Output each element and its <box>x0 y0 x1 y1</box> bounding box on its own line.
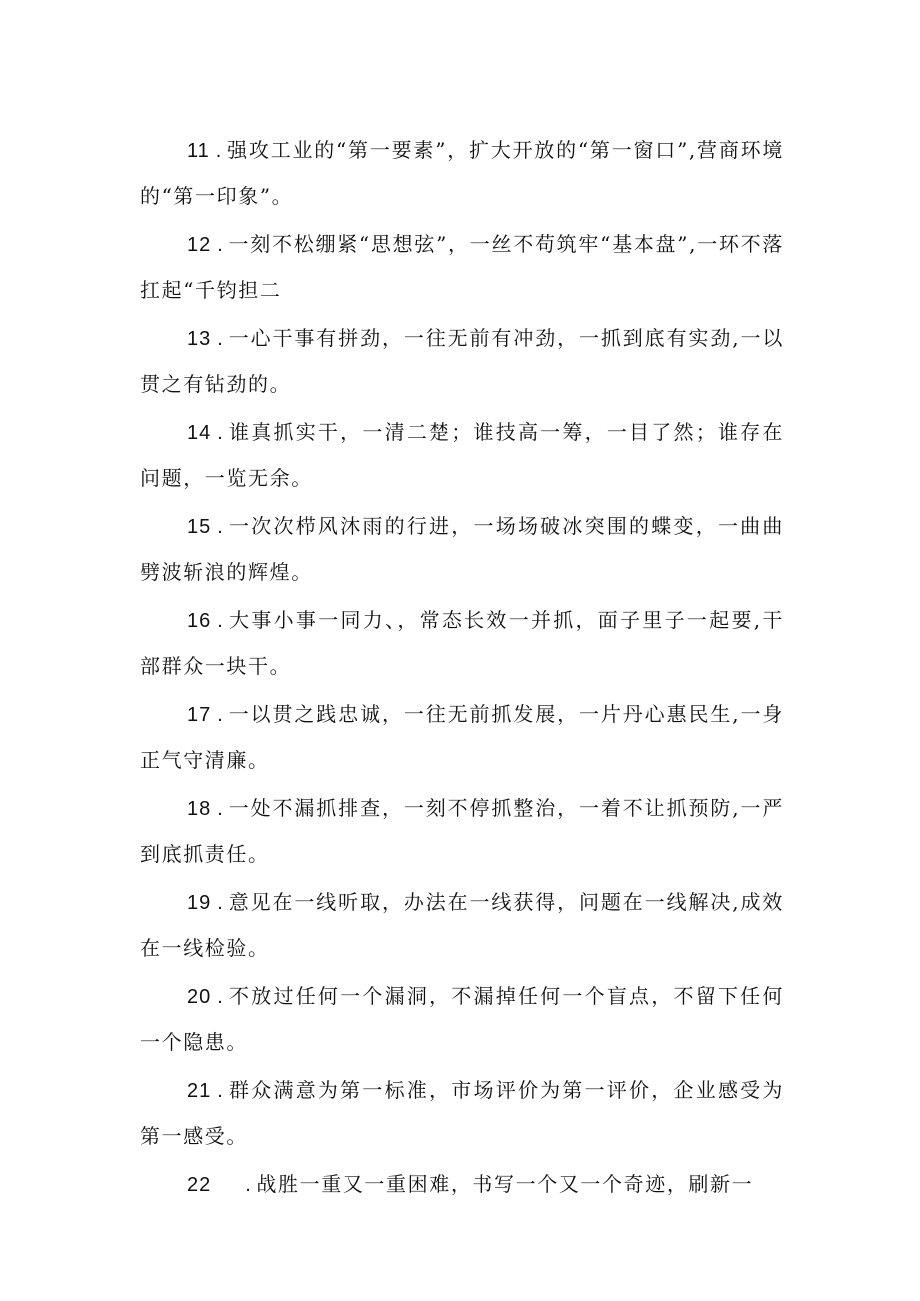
item-separator: . <box>217 704 225 726</box>
item-number: 21 <box>187 1080 212 1102</box>
item-number: 13 <box>187 328 212 350</box>
list-item <box>140 786 784 876</box>
item-separator: . <box>217 422 225 444</box>
item-separator: . <box>217 892 225 914</box>
list-item <box>140 504 784 594</box>
item-separator: . <box>217 1080 225 1102</box>
item-text: 战胜一重又一重困难，书写一个又一个奇迹，刷新一 <box>256 1172 754 1196</box>
item-text: 不放过任何一个漏洞，不漏掉任何一个盲点，不留下任何一个隐患。 <box>140 984 784 1054</box>
item-number: 15 <box>187 516 212 538</box>
item-separator: . <box>215 140 223 162</box>
item-text: 一次次栉风沐雨的行进，一场场破冰突围的蝶变，一曲曲劈波斩浪的辉煌。 <box>140 514 784 584</box>
item-text: 一处不漏抓排查，一刻不停抓整治，一着不让抓预防,一严到底抓责任。 <box>140 796 784 866</box>
item-separator: . <box>217 798 225 820</box>
item-text: 一心干事有拼劲，一往无前有冲劲，一抓到底有实劲,一以贯之有钻劲的。 <box>140 326 784 396</box>
item-text: 大事小事一同力、，常态长效一并抓，面子里子一起要,干部群众一块干。 <box>140 608 784 678</box>
item-number: 20 <box>187 986 212 1008</box>
document-body <box>140 128 784 1212</box>
list-item <box>140 598 784 688</box>
list-item <box>140 316 784 406</box>
item-separator: . <box>217 610 225 632</box>
item-text: 一以贯之践忠诚，一往无前抓发展，一片丹心惠民生,一身正气守清廉。 <box>140 702 784 772</box>
item-text: 谁真抓实干，一清二楚；谁技高一筹，一目了然；谁存在问题，一览无余。 <box>140 420 784 490</box>
item-separator: . <box>217 328 225 350</box>
item-text: 群众满意为第一标准，市场评价为第一评价，企业感受为第一感受。 <box>140 1078 784 1148</box>
item-number: 18 <box>187 798 212 820</box>
item-number: 19 <box>187 892 212 914</box>
item-number: 16 <box>187 610 212 632</box>
item-separator: . <box>245 1174 253 1196</box>
item-separator: . <box>217 234 225 256</box>
item-text: 强攻工业的“第一要素”，扩大开放的“第一窗口”,营商环境的“第一印象”。 <box>140 138 784 208</box>
item-number: 17 <box>187 704 212 726</box>
item-number: 11 <box>187 140 210 162</box>
list-item <box>140 128 784 218</box>
item-text: 一刻不松绷紧“思想弦”，一丝不苟筑牢“基本盘”,一环不落扛起“千钧担二 <box>140 232 784 302</box>
item-separator: . <box>217 516 225 538</box>
list-item <box>140 1162 784 1208</box>
list-item <box>140 410 784 500</box>
item-text: 意见在一线听取，办法在一线获得，问题在一线解决,成效在一线检验。 <box>140 890 784 960</box>
list-item <box>140 974 784 1064</box>
item-separator: . <box>217 986 225 1008</box>
list-item <box>140 692 784 782</box>
item-number: 22 <box>187 1174 212 1196</box>
item-number: 14 <box>187 422 212 444</box>
item-number: 12 <box>187 234 212 256</box>
list-item <box>140 880 784 970</box>
list-item <box>140 222 784 312</box>
list-item <box>140 1068 784 1158</box>
